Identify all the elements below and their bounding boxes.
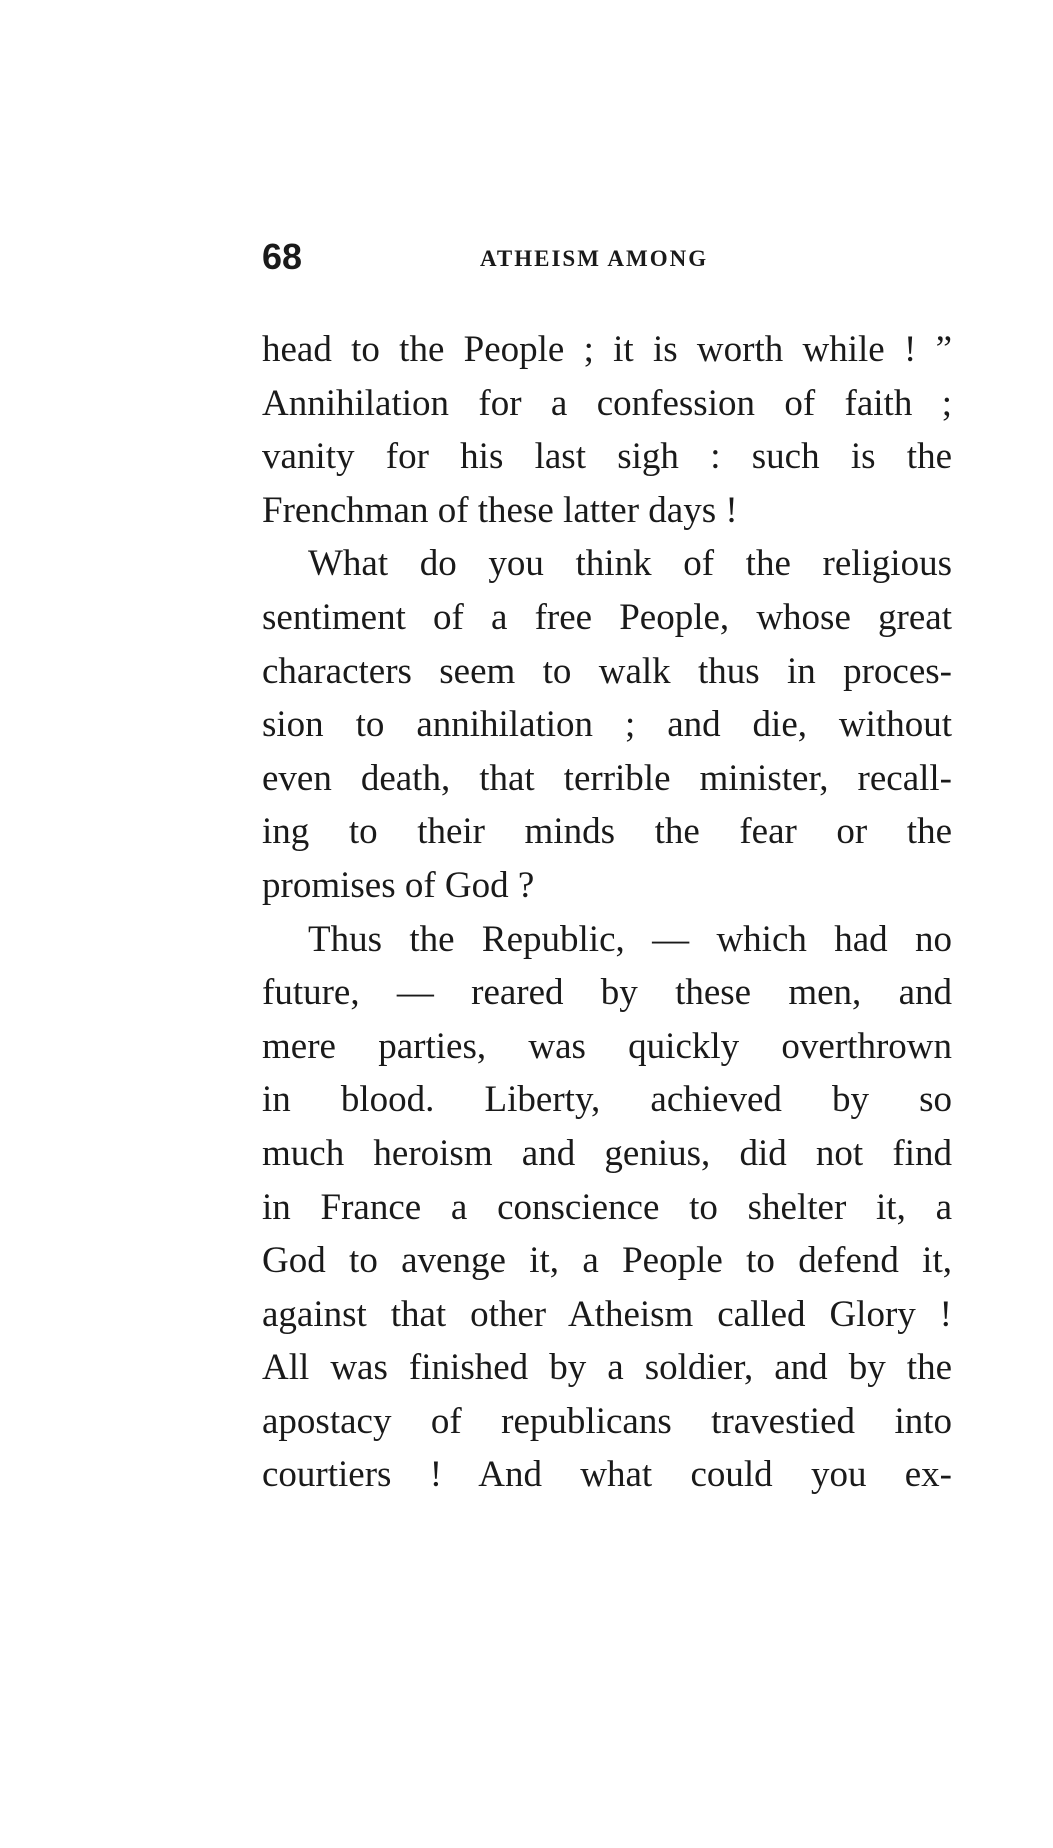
text-line: What do you think of the religious	[308, 543, 952, 585]
text-line: much heroism and genius, did not find	[262, 1132, 952, 1174]
body-text	[262, 323, 952, 1502]
text-line: sentiment of a free People, whose great	[262, 596, 952, 638]
text-line: God to avenge it, a People to defend it,	[262, 1240, 952, 1282]
text-line: promises of God ?	[262, 864, 535, 906]
text-line: courtiers ! And what could you ex-	[262, 1454, 952, 1496]
text-line: against that other Atheism called Glory !	[262, 1293, 952, 1335]
text-line: vanity for his last sigh : such is the	[262, 436, 952, 478]
text-line: Thus the Republic, — which had no	[308, 918, 952, 960]
text-line: even death, that terrible minister, recall-	[262, 757, 952, 799]
paragraph-3	[262, 913, 952, 1503]
text-line: future, — reared by these men, and	[262, 972, 952, 1014]
text-line: characters seem to walk thus in proces-	[262, 650, 952, 692]
running-title: ATHEISM AMONG	[480, 246, 709, 271]
text-line: in France a conscience to shelter it, a	[262, 1186, 952, 1228]
text-line: head to the People ; it is worth while ! ”	[262, 329, 952, 370]
text-line: apostacy of republicans travestied into	[262, 1400, 952, 1442]
text-line: Annihilation for a confession of faith ;	[262, 382, 952, 424]
paragraph-2	[262, 537, 952, 912]
text-line: ing to their minds the fear or the	[262, 811, 952, 853]
text-line: in blood. Liberty, achieved by so	[262, 1079, 952, 1121]
text-line: Frenchman of these latter days !	[262, 489, 738, 531]
running-head	[262, 232, 952, 282]
text-line: sion to annihilation ; and die, without	[262, 704, 952, 746]
paragraph-1	[262, 323, 952, 537]
text-line: All was finished by a soldier, and by the	[262, 1347, 952, 1389]
page-number: 68	[262, 236, 303, 277]
text-line: mere parties, was quickly overthrown	[262, 1025, 952, 1067]
